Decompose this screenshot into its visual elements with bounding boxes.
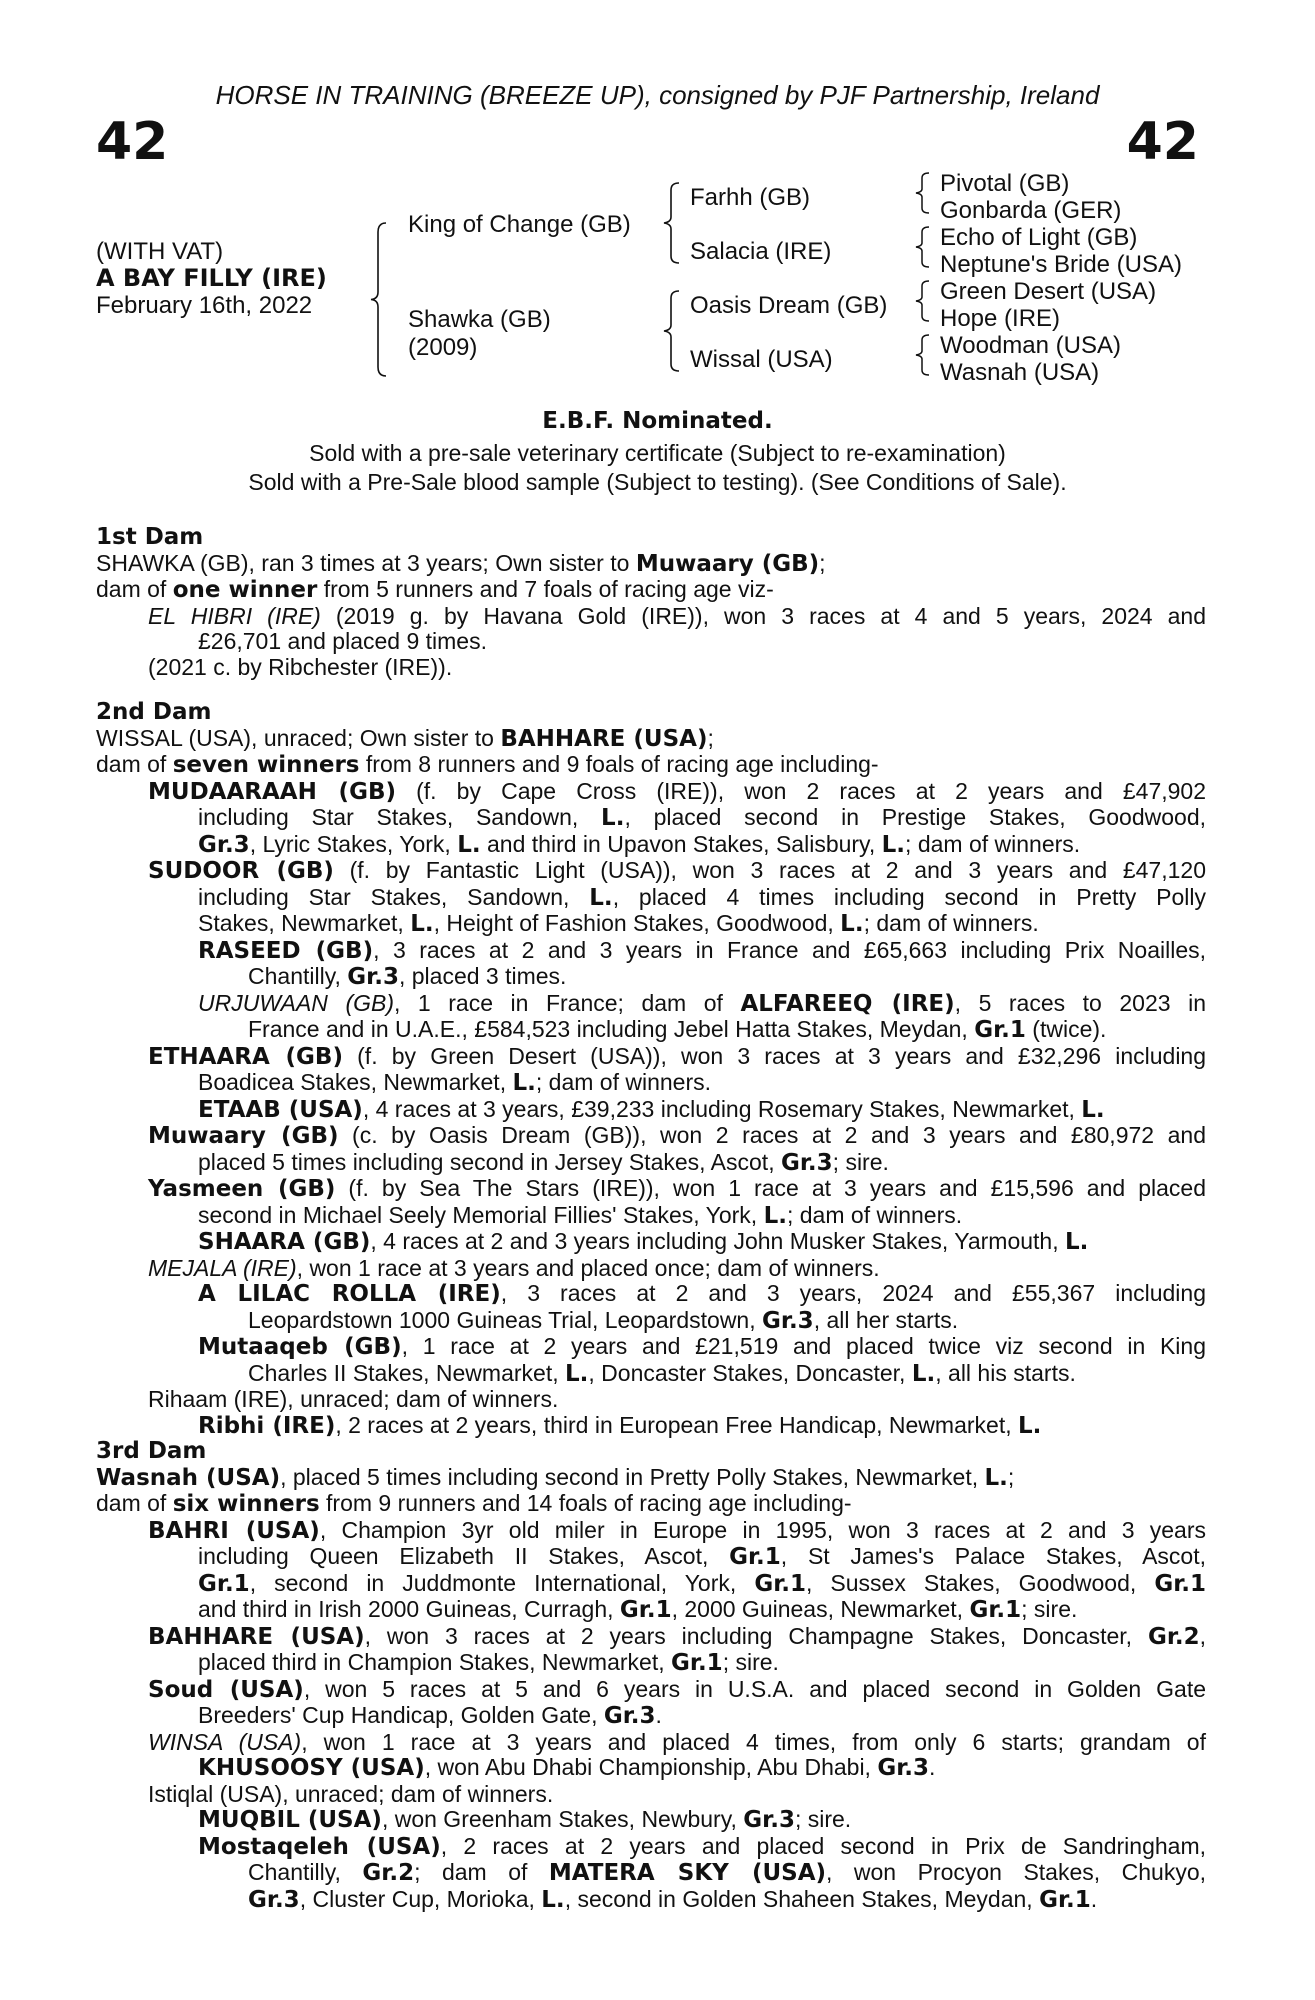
produce-entry: WINSA (USA), won 1 race at 3 years and placed 4 times, from only 6 starts; grandam of: [148, 1728, 1206, 1755]
first-dam-title: 1st Dam: [96, 524, 204, 550]
ggp-6: Hope (IRE): [940, 305, 1061, 332]
pedigree-brace-main: [370, 222, 388, 377]
pedigree-brace-sire: [663, 182, 681, 264]
third-dam-section: [96, 1439, 1206, 1913]
produce-entry-cont: Charles II Stakes, Newmarket, L., Doncaster Stakes, Doncaster, L., all his starts.: [248, 1359, 1076, 1387]
produce-entry: Soud (USA), won 5 races at 5 and 6 years in U.S.A. and placed second in Golden Gate: [148, 1675, 1207, 1703]
dam-dam: Wissal (USA): [690, 346, 833, 373]
produce-entry-cont: including Star Stakes, Sandown, L., placed 4 times including second in Pretty Polly: [198, 883, 1206, 911]
produce-entry-cont: KHUSOOSY (USA), won Abu Dhabi Championship, Abu Dhabi, Gr.3.: [198, 1754, 936, 1781]
ggp-4: Neptune's Bride (USA): [940, 251, 1183, 278]
produce-entry-cont: including Star Stakes, Sandown, L., placed second in Prestige Stakes, Goodwood,: [198, 804, 1206, 831]
produce-entry-cont: placed 5 times including second in Jersey Stakes, Ascot, Gr.3; sire.: [198, 1148, 889, 1176]
third-dam-title: 3rd Dam: [96, 1438, 207, 1464]
produce-entry-cont: and third in Irish 2000 Guineas, Curragh, Gr.1, 2000 Guineas, Newmarket, Gr.1; sire.: [198, 1596, 1078, 1623]
produce-entry: BAHRI (USA), Champion 3yr old miler in Europe in 1995, won 3 races at 2 and 3 years: [148, 1516, 1207, 1544]
dam-year: (2009): [408, 334, 478, 361]
produce-entry-cont: including Queen Elizabeth II Stakes, Ascot, Gr.1, St James's Palace Stakes, Ascot,: [198, 1543, 1206, 1570]
third-dam-line: Wasnah (USA), placed 5 times including second in Pretty Polly Stakes, Newmarket, L.;: [96, 1463, 1015, 1491]
pedigree-brace-sd: [915, 226, 931, 268]
produce-entry: Muwaary (GB) (c. by Oasis Dream (GB)), won 2 races at 2 and 3 years and £80,972 and: [148, 1122, 1206, 1149]
first-dam-line: SHAWKA (GB), ran 3 times at 3 years; Own sister to Muwaary (GB);: [96, 549, 826, 577]
produce-entry: EL HIBRI (IRE) (2019 g. by Havana Gold (IRE)), won 3 races at 4 and 5 years, 2024 and: [148, 602, 1207, 629]
produce-entry-cont: Breeders' Cup Handicap, Golden Gate, Gr.3.: [198, 1702, 662, 1729]
produce-entry-cont: Leopardstown 1000 Guineas Trial, Leopardstown, Gr.3, all her starts.: [248, 1306, 959, 1334]
produce-entry-cont: Gr.1, second in Juddmonte International, York, Gr.1, Sussex Stakes, Goodwood, Gr.1: [198, 1569, 1206, 1597]
produce-entry: ETHAARA (GB) (f. by Green Desert (USA)), won 3 races at 3 years and £32,296 including: [148, 1042, 1207, 1070]
sire-dam: Salacia (IRE): [690, 238, 832, 265]
dam: Shawka (GB): [408, 306, 551, 333]
produce-entry: Ribhi (IRE), 2 races at 2 years, third in European Free Handicap, Newmarket, L.: [198, 1411, 1042, 1439]
produce-entry: URJUWAAN (GB), 1 race in France; dam of ALFAREEQ (IRE), 5 races to 2023 in: [198, 989, 1206, 1017]
ebf-note: E.B.F. Nominated.: [542, 408, 773, 434]
ggp-8: Wasnah (USA): [940, 359, 1100, 386]
produce-entry: Yasmeen (GB) (f. by Sea The Stars (IRE)), won 1 race at 3 years and £15,596 and placed: [148, 1175, 1206, 1202]
produce-entry: Mostaqeleh (USA), 2 races at 2 years and placed second in Prix de Sandringham,: [198, 1832, 1206, 1860]
dam-sire: Oasis Dream (GB): [690, 292, 888, 319]
produce-entry-cont: Chantilly, Gr.3, placed 3 times.: [248, 963, 567, 990]
produce-entry: SHAARA (GB), 4 races at 2 and 3 years including John Musker Stakes, Yarmouth, L.: [198, 1228, 1089, 1255]
produce-entry-cont: Gr.3, Cluster Cup, Morioka, L., second in Golden Shaheen Stakes, Meydan, Gr.1.: [248, 1885, 1098, 1913]
produce-entry-cont: Chantilly, Gr.2; dam of MATERA SKY (USA), won Procyon Stakes, Chukyo,: [248, 1859, 1207, 1886]
vet-note: Sold with a pre-sale veterinary certificate (Subject to re-examination): [309, 440, 1006, 466]
pedigree-brace-ss: [915, 172, 931, 214]
second-dam-section: [96, 700, 1206, 1439]
pedigree-brace-dd: [915, 334, 931, 376]
produce-entry: MUDAARAAH (GB) (f. by Cape Cross (IRE)), won 2 races at 2 years and £47,902: [148, 777, 1207, 805]
sire-sire: Farhh (GB): [690, 184, 811, 211]
second-dam-line: dam of seven winners from 8 runners and 9 foals of racing age including-: [96, 751, 879, 778]
second-dam-title: 2nd Dam: [96, 699, 212, 725]
produce-entry: MEJALA (IRE), won 1 race at 3 years and placed once; dam of winners.: [148, 1254, 880, 1281]
produce-entry: ETAAB (USA), 4 races at 3 years, £39,233 including Rosemary Stakes, Newmarket, L.: [198, 1095, 1105, 1123]
first-dam-line: dam of one winner from 5 runners and 7 foals of racing age viz-: [96, 576, 774, 603]
lot-number-left: 42: [96, 112, 169, 172]
produce-entry-cont: second in Michael Seely Memorial Fillies' Stakes, York, L.; dam of winners.: [198, 1201, 963, 1229]
produce-entry: BAHHARE (USA), won 3 races at 2 years including Champagne Stakes, Doncaster, Gr.2,: [148, 1622, 1207, 1650]
produce-entry-cont: France and in U.A.E., £584,523 including Jebel Hatta Stakes, Meydan, Gr.1 (twice).: [248, 1016, 1107, 1043]
ggp-5: Green Desert (USA): [940, 278, 1157, 305]
produce-entry: Rihaam (IRE), unraced; dam of winners.: [148, 1386, 559, 1412]
produce-entry: RASEED (GB), 3 races at 2 and 3 years in France and £65,663 including Prix Noailles,: [198, 936, 1206, 964]
pedigree-brace-ds: [915, 280, 931, 322]
produce-entry: Mutaaqeb (GB), 1 race at 2 years and £21,519 and placed twice viz second in King: [198, 1333, 1206, 1360]
ggp-3: Echo of Light (GB): [940, 224, 1138, 251]
vat-note: (WITH VAT): [96, 238, 224, 265]
foaling-date: February 16th, 2022: [96, 292, 313, 319]
ggp-2: Gonbarda (GER): [940, 197, 1122, 224]
produce-entry-cont: Boadicea Stakes, Newmarket, L.; dam of winners.: [198, 1069, 712, 1096]
produce-entry: SUDOOR (GB) (f. by Fantastic Light (USA)), won 3 races at 2 and 3 years and £47,120: [148, 857, 1206, 884]
produce-entry: Istiqlal (USA), unraced; dam of winners.: [148, 1780, 554, 1807]
catalogue-header: HORSE IN TRAINING (BREEZE UP), consigned by PJF Partnership, Ireland: [215, 80, 1100, 110]
blood-note: Sold with a Pre-Sale blood sample (Subject to testing). (See Conditions of Sale).: [248, 469, 1067, 495]
ggp-7: Woodman (USA): [940, 332, 1121, 359]
first-dam-section: [96, 525, 1206, 680]
pedigree-brace-dam: [663, 290, 681, 372]
produce-entry: A LILAC ROLLA (IRE), 3 races at 2 and 3 years, 2024 and £55,367 including: [198, 1280, 1206, 1307]
produce-entry-cont: Stakes, Newmarket, L., Height of Fashion Stakes, Goodwood, L.; dam of winners.: [198, 910, 1039, 937]
horse-name: A BAY FILLY (IRE): [96, 264, 327, 292]
second-dam-line: WISSAL (USA), unraced; Own sister to BAHHARE (USA);: [96, 724, 714, 752]
produce-entry-cont: placed third in Champion Stakes, Newmarket, Gr.1; sire.: [198, 1649, 779, 1676]
produce-entry-cont: Gr.3, Lyric Stakes, York, L. and third in Upavon Stakes, Salisbury, L.; dam of winners.: [198, 830, 1081, 858]
produce-entry-cont: £26,701 and placed 9 times.: [198, 628, 487, 654]
ggp-1: Pivotal (GB): [940, 170, 1070, 197]
lot-number-right: 42: [1126, 112, 1199, 172]
produce-entry: MUQBIL (USA), won Greenham Stakes, Newbury, Gr.3; sire.: [198, 1806, 852, 1833]
sire: King of Change (GB): [408, 211, 631, 238]
third-dam-line: dam of six winners from 9 runners and 14 foals of racing age including-: [96, 1490, 852, 1517]
produce-entry: (2021 c. by Ribchester (IRE)).: [148, 653, 453, 680]
